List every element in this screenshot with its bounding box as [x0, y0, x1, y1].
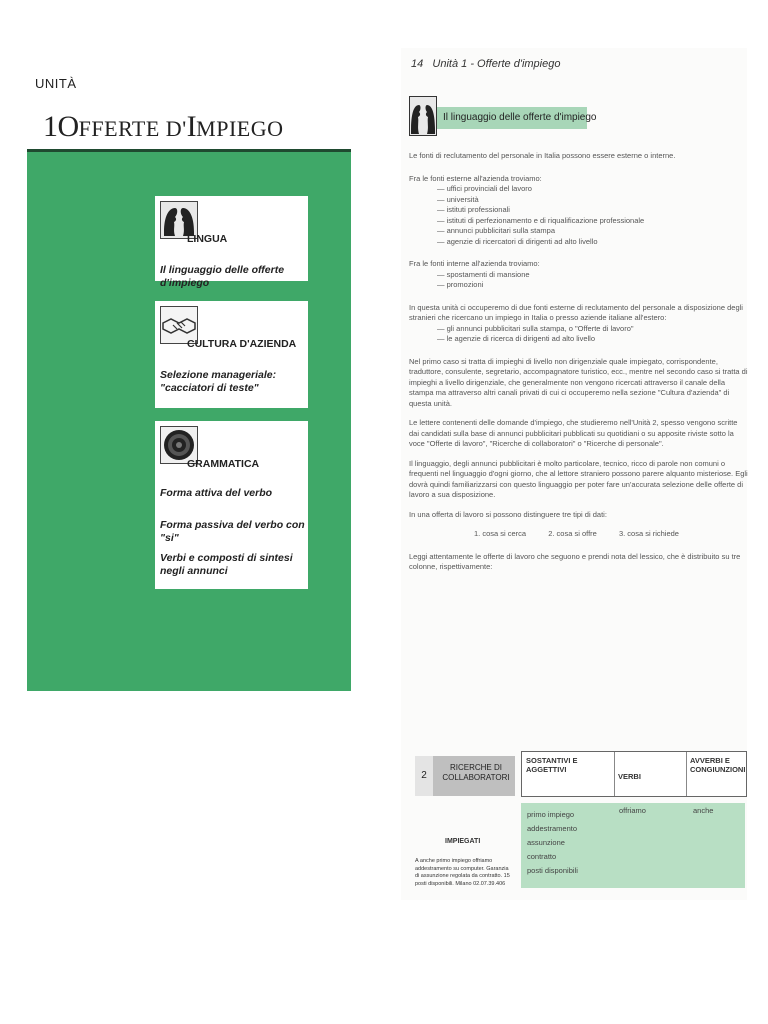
ad-text: A anche primo impiego offriamo addestramento su computer. Garanzia di assunzione regolata da contratto. 15 posti disponibili. Milano 02.07.39.406	[415, 858, 510, 887]
card-item: Forma attiva del verbo	[160, 487, 273, 499]
table-cell: addestramento	[527, 824, 578, 833]
card-item: Verbi e composti di sintesi negli annunci	[160, 552, 293, 577]
title-rest-2: MPIEGO	[196, 116, 284, 141]
paragraph: Le fonti di reclutamento del personale in Italia possono essere esterne o interne.	[409, 151, 676, 160]
card-lingua	[155, 196, 308, 289]
ad-section-heading: RICERCHE DI COLLABORATORI	[442, 763, 510, 782]
column-header: VERBI	[618, 772, 641, 781]
ad-section-number: 2	[415, 756, 433, 796]
paragraph: In una offerta di lavoro si possono distinguere tre tipi di dati:	[409, 509, 607, 519]
paragraph: In questa unità ci occuperemo di due fonti esterne di reclutamento del personale a disposizione degli stranieri che ricercano un impiego in Italia o presso aziende italiane all'estero:	[409, 302, 743, 322]
exercise-area	[401, 748, 747, 900]
list-item: — uffici provinciali del lavoro	[437, 184, 749, 195]
ad-title: IMPIEGATI	[445, 838, 481, 845]
external-sources-list	[437, 184, 749, 247]
vocab-column-1	[527, 808, 578, 878]
card-label: GRAMMATICA	[187, 458, 260, 470]
running-head-title: Unità 1 - Offerte d'impiego	[432, 58, 561, 70]
two-faces-icon	[409, 96, 437, 136]
unit-title	[43, 110, 284, 144]
list-item: — istituti di perfezionamento e di riqualificazione professionale	[437, 216, 749, 227]
card-item: Forma passiva del verbo con "si"	[160, 519, 305, 544]
data-type: 2. cosa si offre	[548, 529, 597, 538]
content-page	[401, 48, 747, 900]
header-rule	[27, 149, 351, 152]
cover-header	[27, 48, 351, 151]
title-initial: O	[57, 110, 79, 143]
table-cell: contratto	[527, 852, 557, 861]
column-header: SOSTANTIVI E AGGETTIVI	[526, 756, 578, 774]
card-label: LINGUA	[187, 233, 228, 245]
table-cell: offriamo	[619, 806, 646, 815]
card-cultura	[155, 301, 308, 408]
table-cell: assunzione	[527, 838, 565, 847]
card-grammatica	[155, 421, 308, 589]
internal-sources-list	[437, 270, 749, 291]
data-type: 1. cosa si cerca	[474, 529, 527, 538]
list-item: — istituti professionali	[437, 205, 749, 216]
data-type: 3. cosa si richiede	[618, 529, 679, 538]
table-cell: posti disponibili	[527, 866, 578, 875]
unit-number: 1	[43, 110, 58, 143]
table-cell: primo impiego	[527, 810, 575, 819]
paragraph: Fra le fonti esterne all'azienda troviamo:	[409, 173, 542, 183]
vocab-column-3	[693, 804, 713, 818]
list-item: — spostamenti di mansione	[437, 270, 749, 281]
cover-page	[27, 48, 351, 691]
paragraph: Il linguaggio, degli annunci pubblicitari è molto particolare, tecnico, ricco di parole non comuni o frequenti nel linguaggio d'ogni giorno, che al lettore straniero possono parere alquanto misteriose. Egli dovrà quindi familiarizzarsi con questo linguaggio per poter fare un'accurata selezione delle offerte di lavoro a sua disposizione.	[409, 458, 748, 499]
vocab-table-body	[521, 803, 745, 888]
paragraph: Leggi attentamente le offerte di lavoro che seguono e prendi nota del lessico, che è distribuito su tre colonne, rispettivamente:	[409, 551, 741, 571]
section-title: Il linguaggio delle offerte d'impiego	[437, 107, 587, 129]
data-types	[474, 529, 749, 540]
card-item: Selezione manageriale: "cacciatori di teste"	[160, 369, 277, 394]
page-number: 14	[411, 58, 424, 70]
vocab-table-header	[521, 751, 747, 797]
card-item: Il linguaggio delle offerte d'impiego	[160, 264, 285, 289]
table-cell: anche	[693, 806, 714, 815]
paragraph: Nel primo caso si tratta di impieghi di livello non dirigenziale quale impiegato, corrispondente, traduttore, consulente, segretario, accompagnatore turistico, ecc., mentre nel secondo caso si tratta di impieghi a livello dirigenziale, che generalmente non vengono ricercati attraverso il canale della stampa ma attraverso altri canali privati di cui ci occuperemo nella sezione "Cultura d'azienda" di questa unità.	[409, 356, 748, 408]
running-head	[411, 58, 560, 70]
card-label: CULTURA D'AZIENDA	[187, 338, 297, 350]
list-item: — annunci pubblicitari sulla stampa	[437, 226, 749, 237]
list-item: — gli annunci pubblicitari sulla stampa, o "Offerte di lavoro"	[437, 324, 749, 335]
list-item: — agenzie di ricercatori di dirigenti ad alto livello	[437, 237, 749, 248]
paragraph: Fra le fonti interne all'azienda troviamo:	[409, 259, 540, 268]
chosen-sources-list	[437, 324, 749, 345]
paragraph: Le lettere contenenti delle domande d'impiego, che studieremo nell'Unità 2, spesso vengono scritte dai candidati sulla base di annunci pubblicitari pubblicati su quotidiani o su apposite riviste sotto la voce "Offerte di lavoro", "Ricerche di collaboratori" o "Ricerche di personale".	[409, 418, 738, 448]
title-initial-2: I	[186, 110, 197, 143]
column-header: AVVERBI E CONGIUNZIONI	[690, 756, 746, 774]
vocab-column-2	[619, 804, 646, 818]
body-text	[409, 151, 749, 573]
title-rest: FFERTE D'	[78, 116, 187, 141]
list-item: — promozioni	[437, 280, 749, 291]
list-item: — le agenzie di ricerca di dirigenti ad alto livello	[437, 334, 749, 345]
list-item: — università	[437, 195, 749, 206]
unit-label: UNITÀ	[35, 76, 77, 91]
